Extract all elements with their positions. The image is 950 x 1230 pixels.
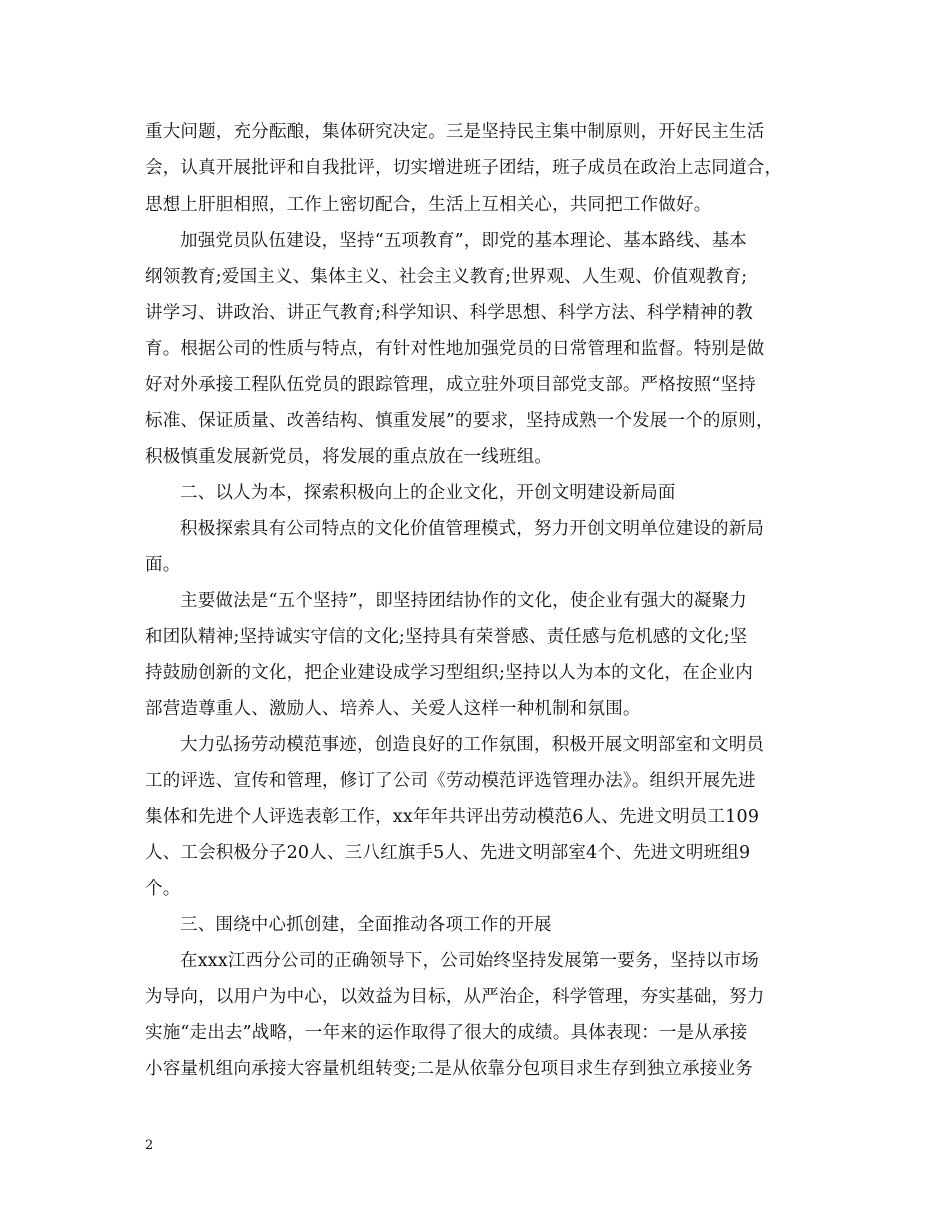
text-line: 纲领教育;爱国主义、集体主义、社会主义教育;世界观、人生观、价值观教育; bbox=[145, 267, 748, 287]
text-line: 实施“走出去”战略，一年来的运作取得了很大的成绩。具体表现：一是从承接 bbox=[145, 1023, 748, 1043]
text-line: 部营造尊重人、激励人、培养人、关爱人这样一种机制和氛围。 bbox=[145, 699, 641, 719]
text-line: 为导向，以用户为中心，以效益为目标，从严治企，科学管理，夯实基础，努力 bbox=[145, 987, 765, 1007]
text-line: 重大问题，充分酝酿，集体研究决定。三是坚持民主集中制原则，开好民主生活 bbox=[145, 122, 765, 142]
text-line: 好对外承接工程队伍党员的跟踪管理，成立驻外项目部党支部。严格按照“坚持 bbox=[145, 375, 756, 395]
text-line: 个。 bbox=[145, 879, 181, 899]
text-line: 集体和先进个人评选表彰工作，xx年年共评出劳动模范6人、先进文明员工109 bbox=[145, 807, 760, 827]
text-line: 育。根据公司的性质与特点，有针对性地加强党员的日常管理和监督。特别是做 bbox=[145, 339, 765, 359]
text-line: 面。 bbox=[145, 555, 181, 575]
text-line: 主要做法是“五个坚持”，即坚持团结协作的文化，使企业有强大的凝聚力 bbox=[180, 591, 747, 611]
text-line: 小容量机组向承接大容量机组转变;二是从依靠分包项目求生存到独立承接业务 bbox=[145, 1059, 753, 1079]
text-line: 大力弘扬劳动模范事迹，创造良好的工作氛围，积极开展文明部室和文明员 bbox=[180, 735, 765, 755]
text-line: 会，认真开展批评和自我批评，切实增进班子团结，班子成员在政治上志同道合， bbox=[145, 158, 783, 178]
text-line: 人、工会积极分子20人、三八红旗手5人、先进文明部室4个、先进文明班组9 bbox=[145, 843, 751, 863]
text-line: 思想上肝胆相照，工作上密切配合，生活上互相关心，共同把工作做好。 bbox=[145, 195, 712, 215]
text-line: 积极探索具有公司特点的文化价值管理模式，努力开创文明单位建设的新局 bbox=[180, 519, 765, 539]
text-line: 工的评选、宣传和管理，修订了公司《劳动模范评选管理办法》。组织开展先进 bbox=[145, 771, 756, 791]
section-heading: 二、以人为本，探索积极向上的企业文化，开创文明建设新局面 bbox=[180, 483, 676, 503]
text-line: 标准、保证质量、改善结构、慎重发展”的要求，坚持成熟一个发展一个的原则， bbox=[145, 411, 774, 431]
text-line: 和团队精神;坚持诚实守信的文化;坚持具有荣誉感、责任感与危机感的文化;坚 bbox=[145, 627, 748, 647]
text-line: 在xxx江西分公司的正确领导下，公司始终坚持发展第一要务，坚持以市场 bbox=[180, 951, 759, 971]
text-line: 加强党员队伍建设，坚持“五项教育”，即党的基本理论、基本路线、基本 bbox=[180, 231, 747, 251]
text-line: 讲学习、讲政治、讲正气教育;科学知识、科学思想、科学方法、科学精神的教 bbox=[145, 303, 753, 323]
text-line: 积极慎重发展新党员，将发展的重点放在一线班组。 bbox=[145, 447, 553, 467]
section-heading: 三、围绕中心抓创建，全面推动各项工作的开展 bbox=[180, 915, 552, 935]
page-number: 2 bbox=[145, 1138, 154, 1153]
text-line: 持鼓励创新的文化，把企业建设成学习型组织;坚持以人为本的文化，在企业内 bbox=[145, 663, 753, 683]
